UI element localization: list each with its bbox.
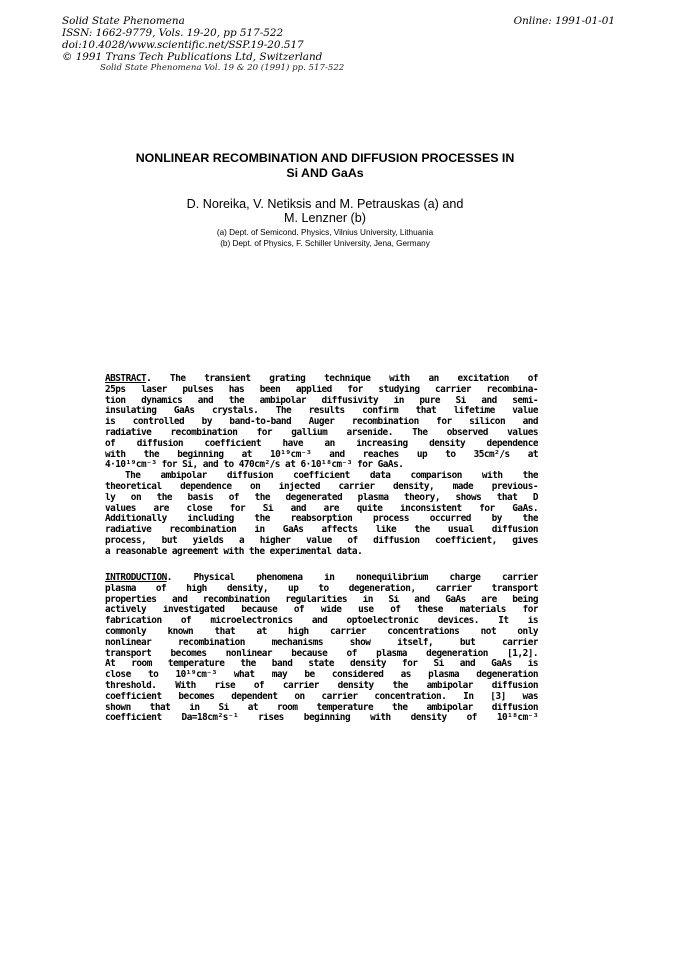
abstract-line: values are close for Si and are quite inconsistent for GaAs. xyxy=(105,503,538,514)
introduction-line: close to 10¹⁹cm⁻³ what may be considered as plasma degeneration xyxy=(105,670,538,681)
abstract-line: of diffusion coefficient have an increasing density dependence xyxy=(105,438,538,449)
introduction-section xyxy=(105,573,538,724)
authors-line-1: D. Noreika, V. Netiksis and M. Petrauskas (a) and xyxy=(186,197,464,211)
journal-name: Solid State Phenomena xyxy=(62,15,185,27)
authors-line-2: M. Lenzner (b) xyxy=(284,211,366,225)
copyright-line: © 1991 Trans Tech Publications Ltd, Switzerland xyxy=(62,51,323,63)
abstract-line: theoretical dependence on injected carrier density, made previous- xyxy=(105,481,538,492)
introduction-line: shown that in Si at room temperature the ambipolar diffusion xyxy=(105,702,538,713)
abstract-line: process, but yields a higher value of diffusion coefficient, gives xyxy=(105,535,538,546)
abstract-line: ly on the basis of the degenerated plasma theory, shows that D xyxy=(105,492,538,503)
introduction-line: actively investigated because of wide use of these materials for xyxy=(105,605,538,616)
title-line-1: NONLINEAR RECOMBINATION AND DIFFUSION PROCESSES IN xyxy=(135,151,515,165)
abstract-line: is controlled by band-to-band Auger recombination for silicon and xyxy=(105,417,538,428)
introduction-line: properties and recombination regularities in Si and GaAs are being xyxy=(105,594,538,605)
abstract-line: 4·10¹⁹cm⁻³ for Si, and to 470cm²/s at 6·10¹⁸cm⁻³ for GaAs. xyxy=(105,460,404,471)
running-header: Solid State Phenomena Vol. 19 & 20 (1991) pp. 517-522 xyxy=(100,63,345,73)
abstract-line: with the beginning at 10¹⁹cm⁻³ and reaches up to 35cm²/s at xyxy=(105,449,538,460)
abstract-line: 25ps laser pulses has been applied for studying carrier recombina- xyxy=(105,384,538,395)
introduction-line: fabrication of microelectronics and optoelectronic devices. It is xyxy=(105,616,538,627)
paper-title xyxy=(95,151,555,181)
introduction-line: commonly known that at high carrier concentrations not only xyxy=(105,626,538,637)
online-date: Online: 1991-01-01 xyxy=(513,15,615,27)
abstract-line: . The transient grating technique with an excitation of xyxy=(146,374,538,384)
introduction-line: coefficient becomes dependent on carrier concentration. In [3] was xyxy=(105,691,538,702)
abstract-line: tion dynamics and the ambipolar diffusivity in pure Si and semi- xyxy=(105,395,538,406)
author-list xyxy=(130,197,520,225)
abstract-line: The ambipolar diffusion coefficient data comparison with the xyxy=(125,471,538,482)
publication-metadata xyxy=(62,15,322,63)
abstract-line: radiative recombination for gallium arsenide. The observed values xyxy=(105,427,538,438)
abstract-line: a reasonable agreement with the experimental data. xyxy=(105,546,363,557)
affiliations xyxy=(130,227,520,249)
doi-line: doi:10.4028/www.scientific.net/SSP.19-20.517 xyxy=(62,39,304,51)
title-line-2: Si AND GaAs xyxy=(286,166,364,180)
abstract-line: insulating GaAs crystals. The results confirm that lifetime value xyxy=(105,406,538,417)
introduction-line: plasma of high density, up to degeneration, carrier transport xyxy=(105,583,538,594)
issn-line: ISSN: 1662-9779, Vols. 19-20, pp 517-522 xyxy=(62,27,284,39)
introduction-heading: INTRODUCTION xyxy=(105,573,167,583)
abstract-line: Additionally including the reabsorption process occurred by the xyxy=(105,514,538,525)
introduction-line: . Physical phenomena in nonequilibrium charge carrier xyxy=(166,573,538,583)
abstract-line: radiative recombination in GaAs affects like the usual diffusion xyxy=(105,525,538,536)
introduction-line: transport becomes nonlinear because of plasma degeneration [1,2]. xyxy=(105,648,538,659)
abstract-section xyxy=(105,374,538,558)
introduction-line: threshold. With rise of carrier density the ambipolar diffusion xyxy=(105,680,538,691)
introduction-line: At room temperature the band state density for Si and GaAs is xyxy=(105,659,538,670)
affiliation-a: (a) Dept. of Semicond. Physics, Vilnius University, Lithuania xyxy=(216,228,434,237)
introduction-line: nonlinear recombination mechanisms show itself, but carrier xyxy=(105,637,538,648)
abstract-heading: ABSTRACT xyxy=(105,374,147,384)
affiliation-b: (b) Dept. of Physics, F. Schiller University, Jena, Germany xyxy=(220,239,430,248)
introduction-line: coefficient Da=18cm²s⁻¹ rises beginning with density of 10¹⁸cm⁻³ xyxy=(105,713,538,724)
